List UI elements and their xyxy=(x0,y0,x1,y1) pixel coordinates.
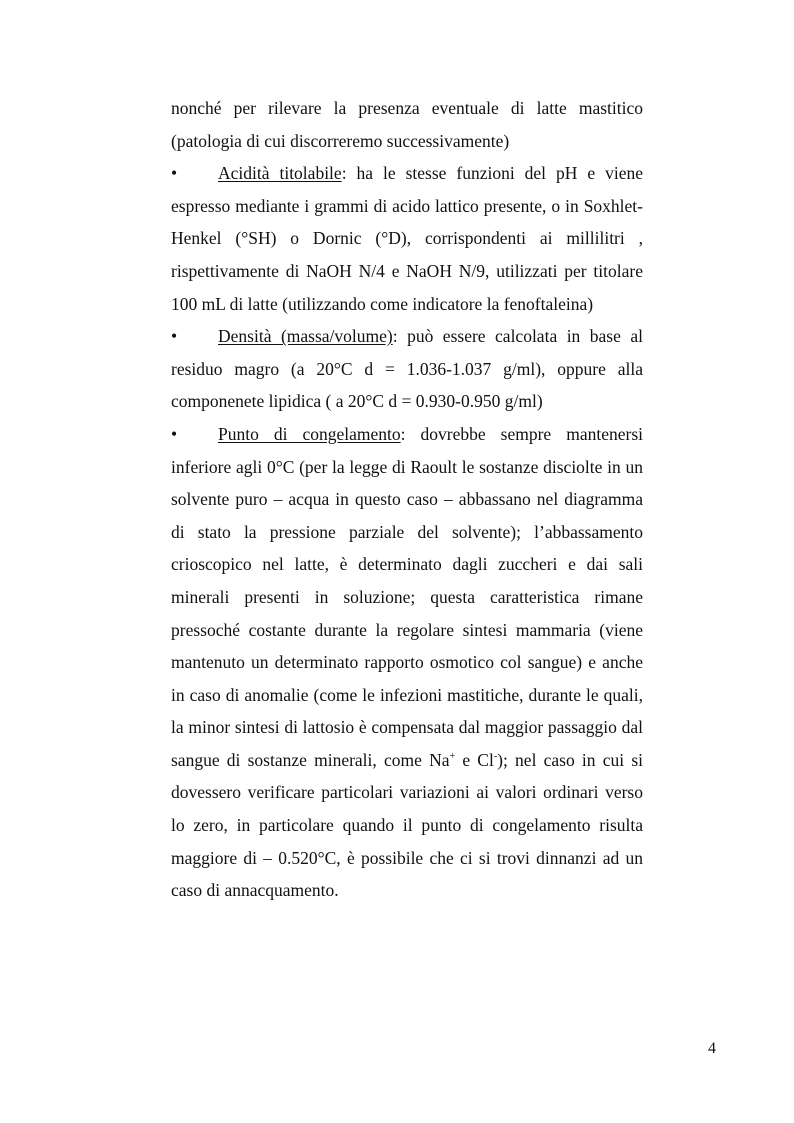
bullet-item-densita xyxy=(171,320,643,418)
intro-text: nonché per rilevare la presenza eventuale di latte mastitico (patologia di cui discorreremo successivamente) xyxy=(171,98,643,151)
body-text xyxy=(171,92,643,907)
desc-congelamento-c: ); nel caso in cui si dovessero verificare particolari variazioni ai valori ordinari verso lo zero, in particolare quando il punto di congelamento risulta maggiore di – 0.520°C, è possibile che ci si trovi dinnanzi ad un caso di annacquamento. xyxy=(171,749,643,901)
superscript-plus: + xyxy=(449,750,456,762)
bullet-item-acidita xyxy=(171,157,643,320)
intro-paragraph xyxy=(171,92,643,157)
desc-congelamento-b: e Cl xyxy=(455,749,494,770)
bullet-item-congelamento xyxy=(171,418,643,907)
bullet-icon: • xyxy=(171,423,178,444)
term-acidita: Acidità titolabile xyxy=(218,163,342,184)
desc-acidita: : ha le stesse funzioni del pH e viene espresso mediante i grammi di acido lattico presente, o in Soxhlet-Henkel (°SH) o Dornic (°D), corrispondenti ai millilitri , rispettivamente di NaOH N/4 e NaOH N/9, utilizzati per titolare 100 mL di latte (utilizzando come indicatore la fenoftaleina) xyxy=(171,163,643,314)
term-densita: Densità (massa/volume) xyxy=(218,326,393,347)
bullet-icon: • xyxy=(171,163,178,184)
page-number: 4 xyxy=(708,1040,716,1057)
superscript-minus: - xyxy=(493,750,498,762)
bullet-icon: • xyxy=(171,326,178,347)
desc-densita: : può essere calcolata in base al residuo magro (a 20°C d = 1.036-1.037 g/ml), oppure alla componenete lipidica ( a 20°C d = 0.930-0.950 g/ml) xyxy=(171,326,643,412)
desc-congelamento-a: : dovrebbe sempre mantenersi inferiore agli 0°C (per la legge di Raoult le sostanze disciolte in un solvente puro – acqua in questo caso – abbassano nel diagramma di stato la pressione parziale del solvente); l’abbassamento crioscopico nel latte, è determinato dagli zuccheri e dai sali minerali presenti in soluzione; questa caratteristica rimane pressoché costante durante la regolare sintesi mammaria (viene mantenuto un determinato rapporto osmotico col sangue) e anche in caso di anomalie (come le infezioni mastitiche, durante le quali, la minor sintesi di lattosio è compensata dal maggior passaggio dal sangue di sostanze minerali, come Na xyxy=(171,423,643,770)
term-congelamento: Punto di congelamento xyxy=(218,423,401,444)
